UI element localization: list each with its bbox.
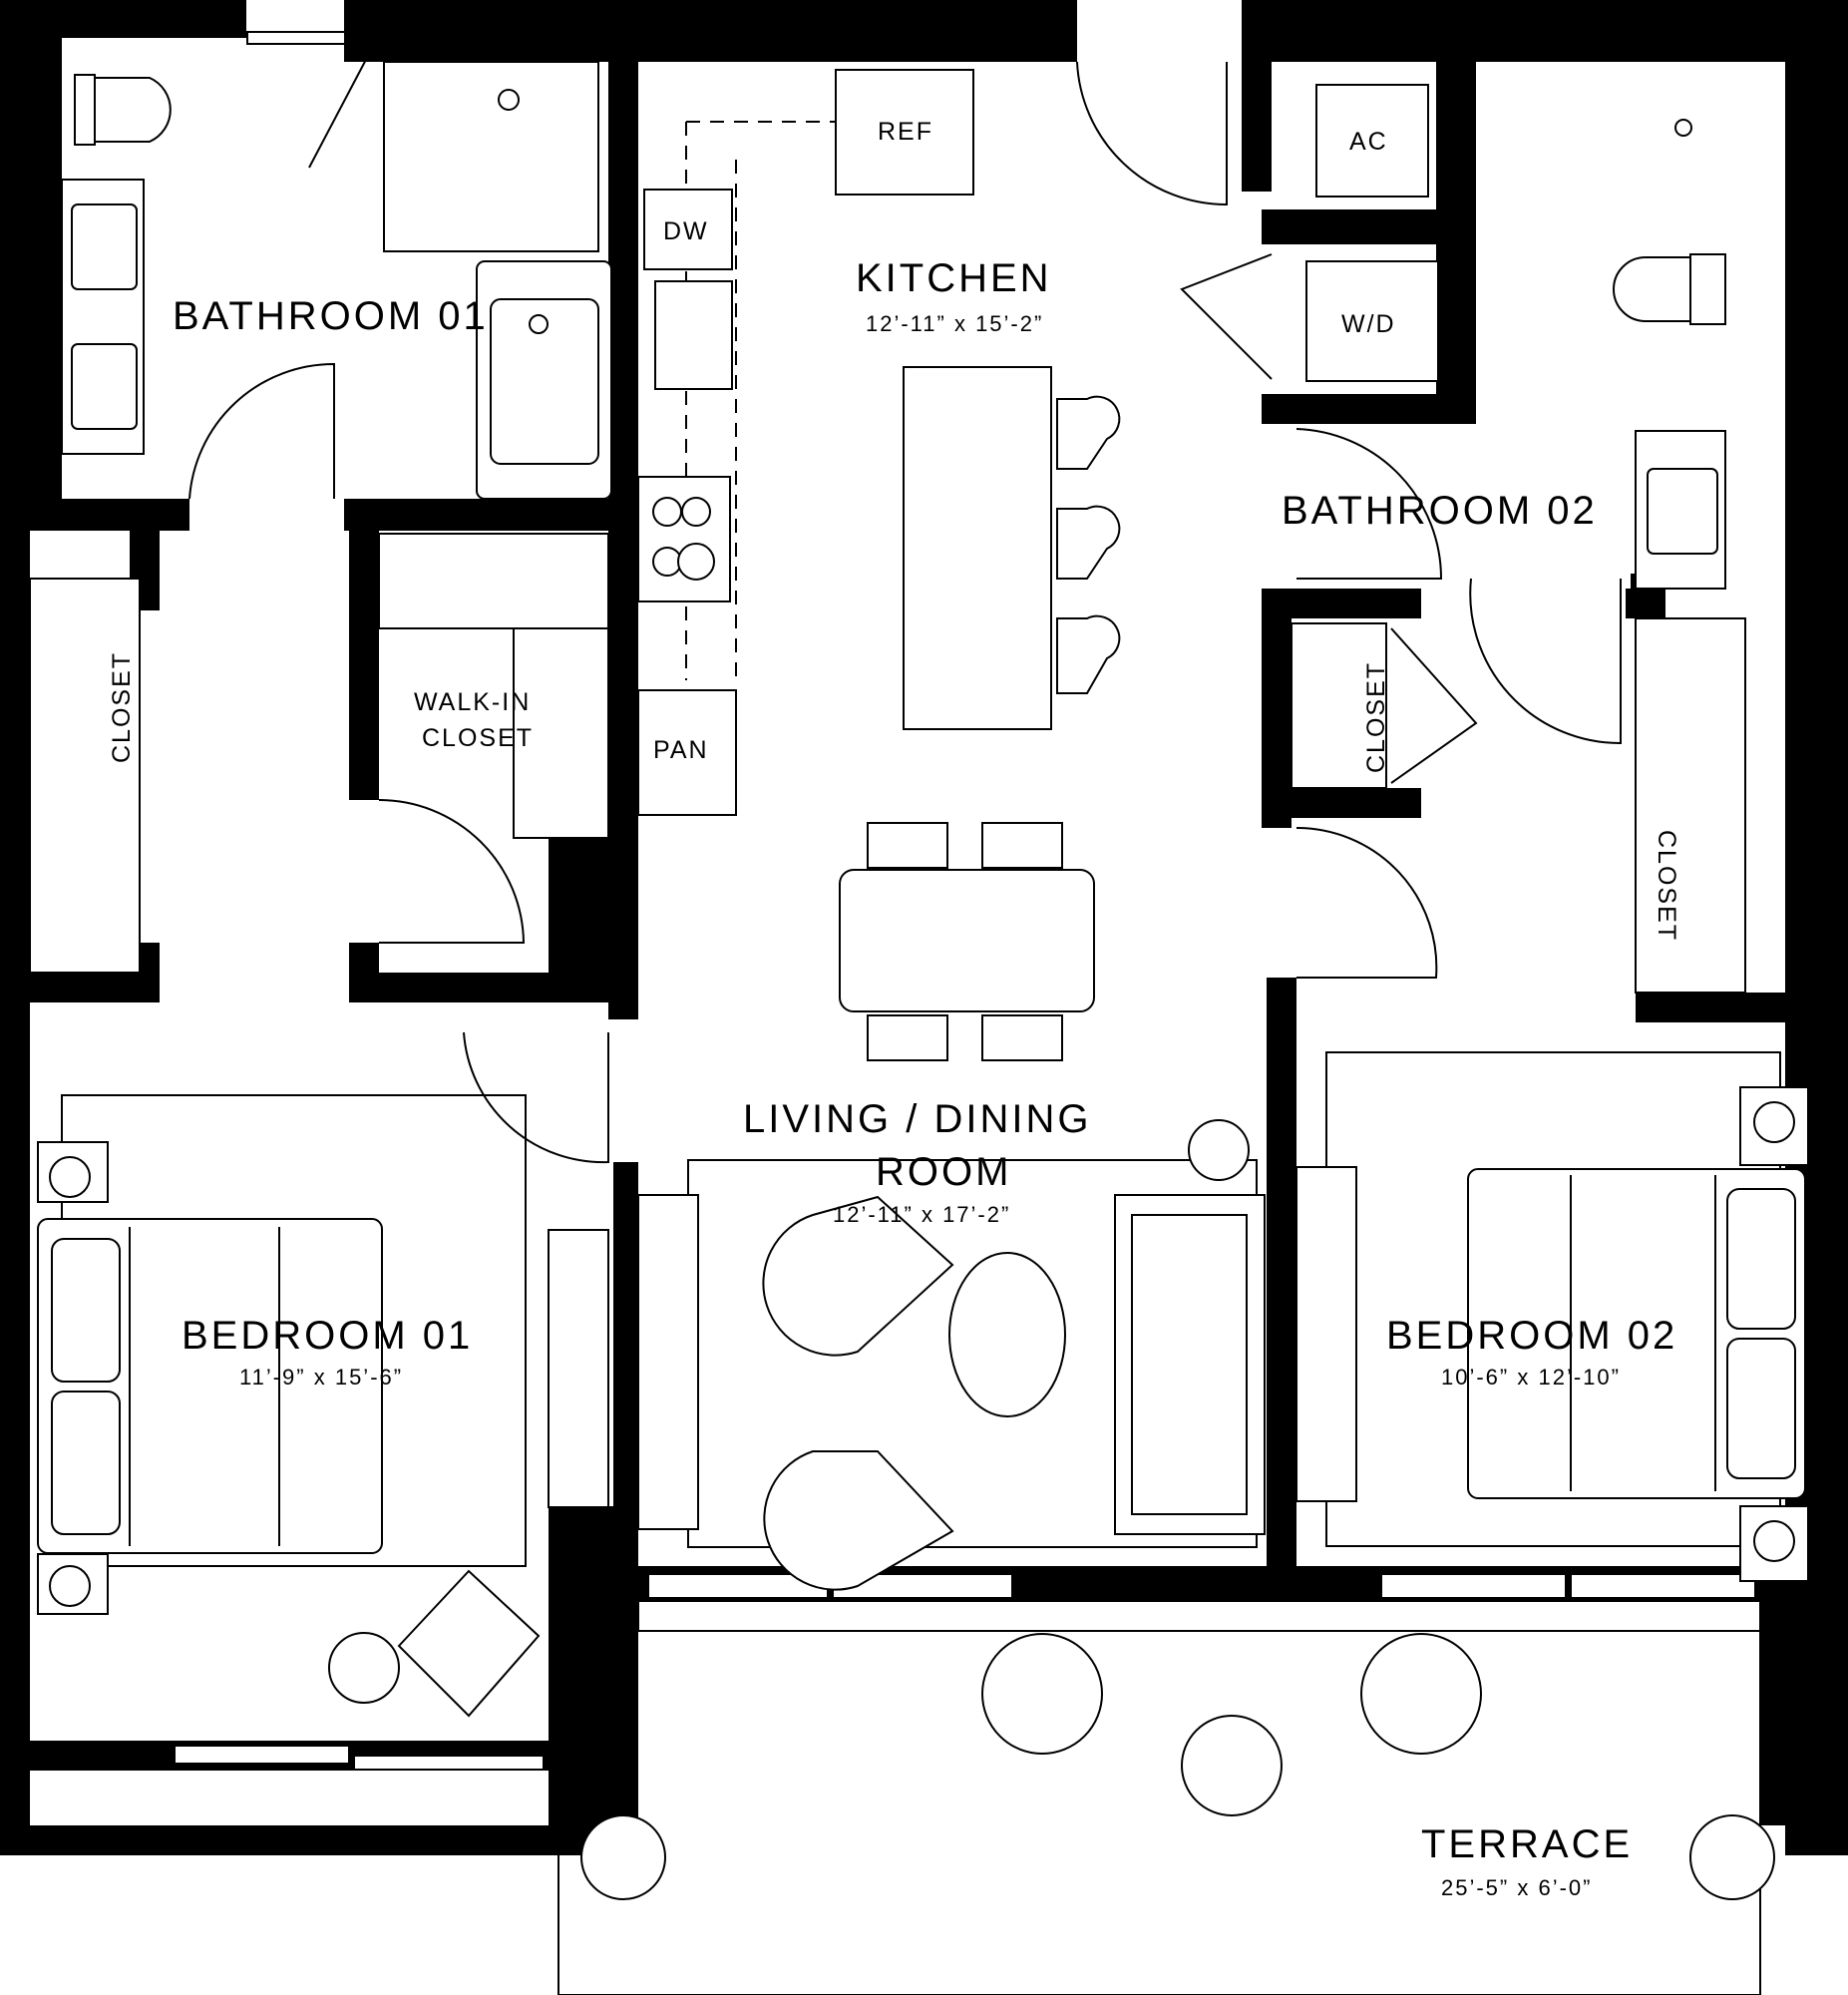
walk-in-closet-label-line1: WALK-IN bbox=[414, 688, 532, 716]
dining-set bbox=[840, 823, 1094, 1060]
terrace-furniture bbox=[558, 1601, 1774, 1995]
kitchen-fixtures bbox=[638, 70, 1051, 815]
living-dining-label-line2: ROOM bbox=[876, 1150, 1012, 1194]
bedroom-02-dims: 10’-6” x 12’-10” bbox=[1441, 1365, 1621, 1390]
pantry-label: PAN bbox=[653, 736, 709, 764]
kitchen-label: KITCHEN bbox=[856, 256, 1052, 300]
air-conditioner-label: AC bbox=[1349, 128, 1388, 156]
terrace-label: TERRACE bbox=[1421, 1822, 1634, 1866]
refrigerator-label: REF bbox=[878, 118, 933, 146]
closet-label-left: CLOSET bbox=[108, 650, 136, 763]
dishwasher-label: DW bbox=[663, 217, 709, 245]
bedroom-02-label: BEDROOM 02 bbox=[1386, 1314, 1678, 1358]
living-dining-dims: 12’-11” x 17’-2” bbox=[833, 1202, 1011, 1227]
bedroom-01-furniture bbox=[38, 1095, 539, 1716]
washer-dryer-label: W/D bbox=[1341, 310, 1396, 338]
walk-in-closet-label-line2: CLOSET bbox=[422, 724, 535, 752]
closet-label-bath02: CLOSET bbox=[1362, 660, 1390, 773]
living-dining-label-line1: LIVING / DINING bbox=[743, 1097, 1092, 1141]
bathroom-01-fixtures bbox=[62, 62, 611, 499]
kitchen-dims: 12’-11” x 15’-2” bbox=[866, 311, 1044, 336]
stools bbox=[1057, 397, 1119, 693]
bathroom-02-label: BATHROOM 02 bbox=[1282, 489, 1598, 533]
bedroom-01-dims: 11’-9” x 15’-6” bbox=[239, 1365, 404, 1390]
bedroom-01-label: BEDROOM 01 bbox=[182, 1314, 474, 1358]
terrace-dims: 25’-5” x 6’-0” bbox=[1441, 1875, 1593, 1900]
closet-label-right: CLOSET bbox=[1653, 830, 1680, 943]
bathroom-01-label: BATHROOM 01 bbox=[173, 294, 489, 338]
